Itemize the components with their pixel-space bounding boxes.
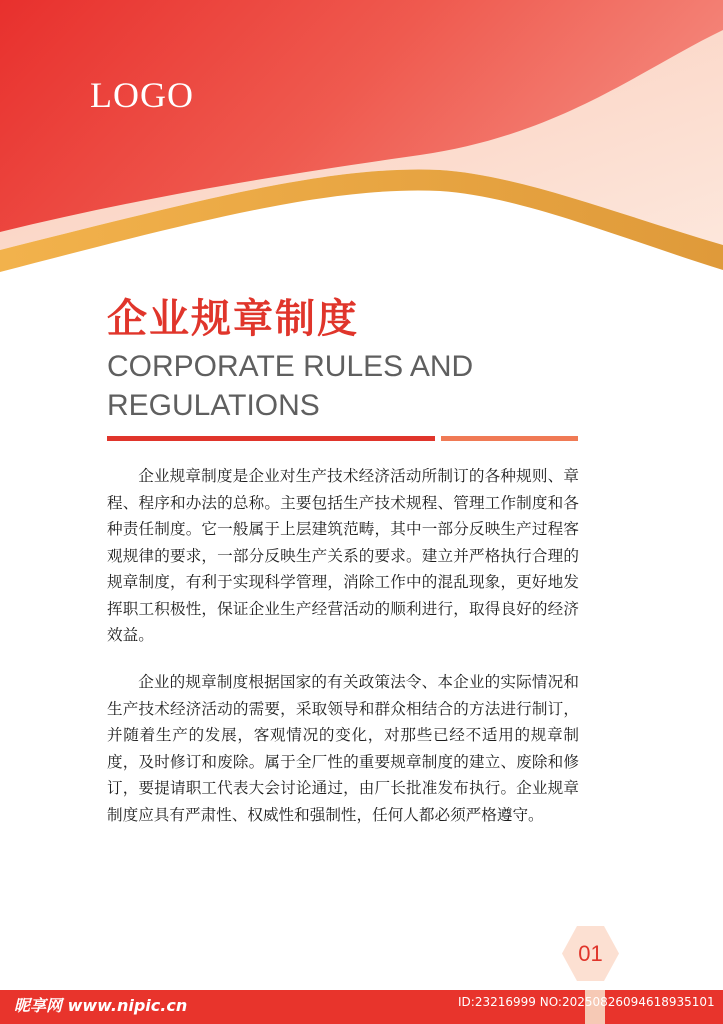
body-paragraph: 企业规章制度是企业对生产技术经济活动所制订的各种规则、章程、程序和办法的总称。主要包括生产技术规程、管理工作制度和各种责任制度。它一般属于上层建筑范畴，其中一部分反映生产过程客观规律的要求，一部分反映生产关系的要求。建立并严格执行合理的规章制度，有利于实现科学管理，消除工作中的混乱现象，更好地发挥职工积极性，保证企业生产经营活动的顺利进行，取得良好的经济效益。: [107, 467, 579, 644]
watermark-id: ID:23216999 NO:20250826094618935101: [458, 995, 715, 1009]
subtitle-line-2: REGULATIONS: [107, 389, 320, 422]
subtitle-line-1: CORPORATE RULES AND: [107, 350, 474, 383]
title-underline: [107, 436, 435, 441]
body-paragraph: 企业的规章制度根据国家的有关政策法令、本企业的实际情况和生产技术经济活动的需要，采取领导和群众相结合的方法进行制订，并随着生产的发展，客观情况的变化，对那些已经不适用的规章制度，及时修订和废除。属于全厂性的重要规章制度的建立、废除和修订，要提请职工代表大会讨论通过，由厂长批准发布执行。企业规章制度应具有严肃性、权威性和强制性，任何人都必须严格遵守。: [107, 673, 579, 824]
page-title: 企业规章制度: [107, 296, 359, 342]
header-wave-art: [0, 0, 723, 300]
page-number: 01: [578, 941, 603, 966]
title-underline-accent: [441, 436, 578, 441]
watermark-site: 昵享网 www.nipic.cn: [14, 996, 188, 1015]
logo: LOGO: [90, 75, 194, 115]
